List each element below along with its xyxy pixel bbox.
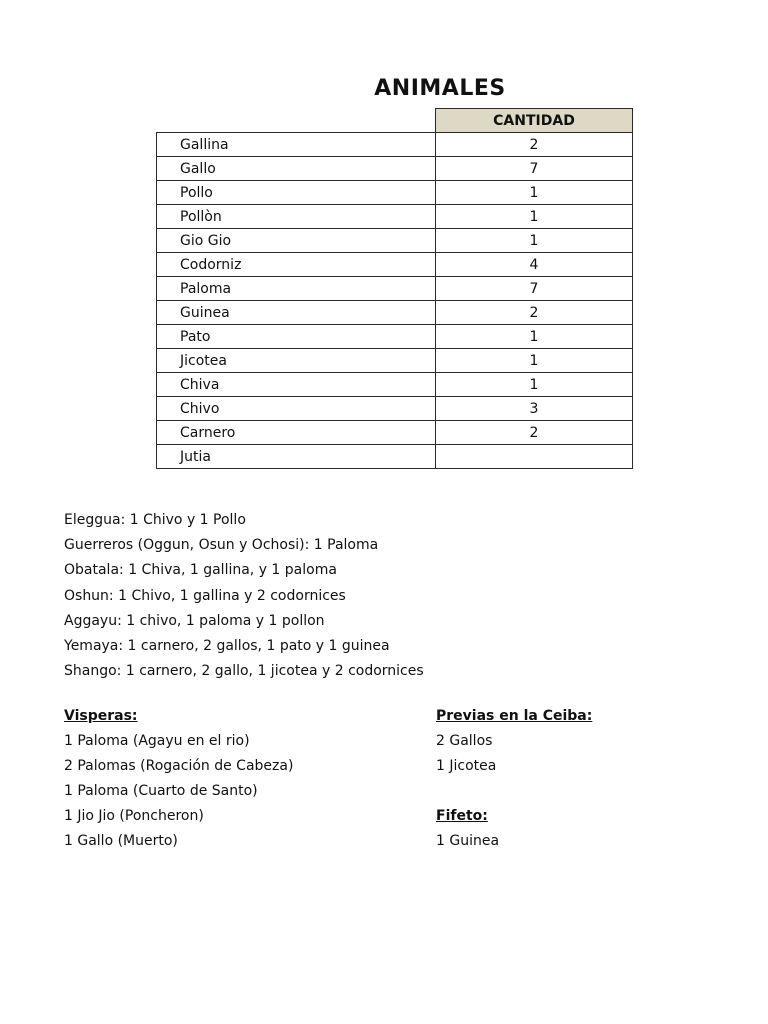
visperas-section — [64, 704, 293, 854]
animal-quantity: 1 — [436, 325, 633, 349]
animal-quantity: 4 — [436, 253, 633, 277]
header-quantity: CANTIDAD — [436, 109, 633, 133]
animal-name: Gio Gio — [157, 229, 436, 253]
table-header-row — [157, 109, 633, 133]
animal-name: Guinea — [157, 301, 436, 325]
table-row — [157, 325, 633, 349]
table-row — [157, 229, 633, 253]
note-line: Shango: 1 carnero, 2 gallo, 1 jicotea y 2 codornices — [64, 663, 424, 680]
note-line: Aggayu: 1 chivo, 1 paloma y 1 pollon — [64, 612, 325, 629]
offerings-list — [64, 508, 424, 684]
animal-name: Pato — [157, 325, 436, 349]
note-line: Eleggua: 1 Chivo y 1 Pollo — [64, 512, 246, 528]
animal-quantity: 7 — [436, 157, 633, 181]
table-row — [157, 277, 633, 301]
page-title: ANIMALES — [374, 76, 506, 101]
table-row — [157, 181, 633, 205]
table-row — [157, 157, 633, 181]
animal-quantity: 2 — [436, 421, 633, 445]
animal-quantity: 7 — [436, 277, 633, 301]
table-row — [157, 421, 633, 445]
table-row — [157, 397, 633, 421]
previas-item: 1 Jicotea — [436, 758, 497, 774]
animal-quantity: 2 — [436, 301, 633, 325]
animal-quantity: 1 — [436, 205, 633, 229]
table-row — [157, 301, 633, 325]
animal-name: Chiva — [157, 373, 436, 397]
section-spacer — [436, 779, 592, 804]
visperas-item: 2 Palomas (Rogación de Cabeza) — [64, 758, 294, 774]
visperas-item: 1 Paloma (Agayu en el rio) — [64, 733, 250, 749]
animal-quantity: 1 — [436, 181, 633, 205]
visperas-heading: Visperas: — [64, 708, 138, 724]
animal-quantity: 3 — [436, 397, 633, 421]
animal-name: Gallina — [157, 133, 436, 157]
animals-table — [156, 108, 633, 469]
table-row — [157, 133, 633, 157]
visperas-item: 1 Jio Jio (Poncheron) — [64, 808, 204, 824]
table-body — [157, 133, 633, 469]
header-blank-cell — [157, 109, 436, 133]
animal-quantity: 2 — [436, 133, 633, 157]
fifeto-heading: Fifeto: — [436, 808, 488, 824]
animal-name: Jutia — [157, 445, 436, 469]
animal-quantity: 1 — [436, 373, 633, 397]
visperas-item: 1 Gallo (Muerto) — [64, 833, 178, 849]
previas-section — [436, 704, 592, 854]
animal-name: Pollo — [157, 181, 436, 205]
animal-name: Codorniz — [157, 253, 436, 277]
visperas-item: 1 Paloma (Cuarto de Santo) — [64, 783, 258, 799]
table-row — [157, 349, 633, 373]
note-line: Oshun: 1 Chivo, 1 gallina y 2 codornices — [64, 587, 346, 604]
note-line: Yemaya: 1 carnero, 2 gallos, 1 pato y 1 guinea — [64, 638, 390, 655]
animal-quantity: 1 — [436, 229, 633, 253]
note-line: Obatala: 1 Chiva, 1 gallina, y 1 paloma — [64, 562, 337, 579]
animal-name: Gallo — [157, 157, 436, 181]
previas-item: 2 Gallos — [436, 733, 493, 749]
animal-name: Jicotea — [157, 349, 436, 373]
previas-heading: Previas en la Ceiba: — [436, 708, 593, 724]
animal-quantity: 1 — [436, 349, 633, 373]
table-row — [157, 373, 633, 397]
animal-name: Chivo — [157, 397, 436, 421]
table-row — [157, 253, 633, 277]
animal-name: Carnero — [157, 421, 436, 445]
animal-name: Pollòn — [157, 205, 436, 229]
fifeto-item: 1 Guinea — [436, 833, 500, 849]
note-line: Guerreros (Oggun, Osun y Ochosi): 1 Paloma — [64, 537, 379, 554]
animal-quantity — [436, 445, 633, 469]
animal-name: Paloma — [157, 277, 436, 301]
table-row — [157, 445, 633, 469]
table-row — [157, 205, 633, 229]
